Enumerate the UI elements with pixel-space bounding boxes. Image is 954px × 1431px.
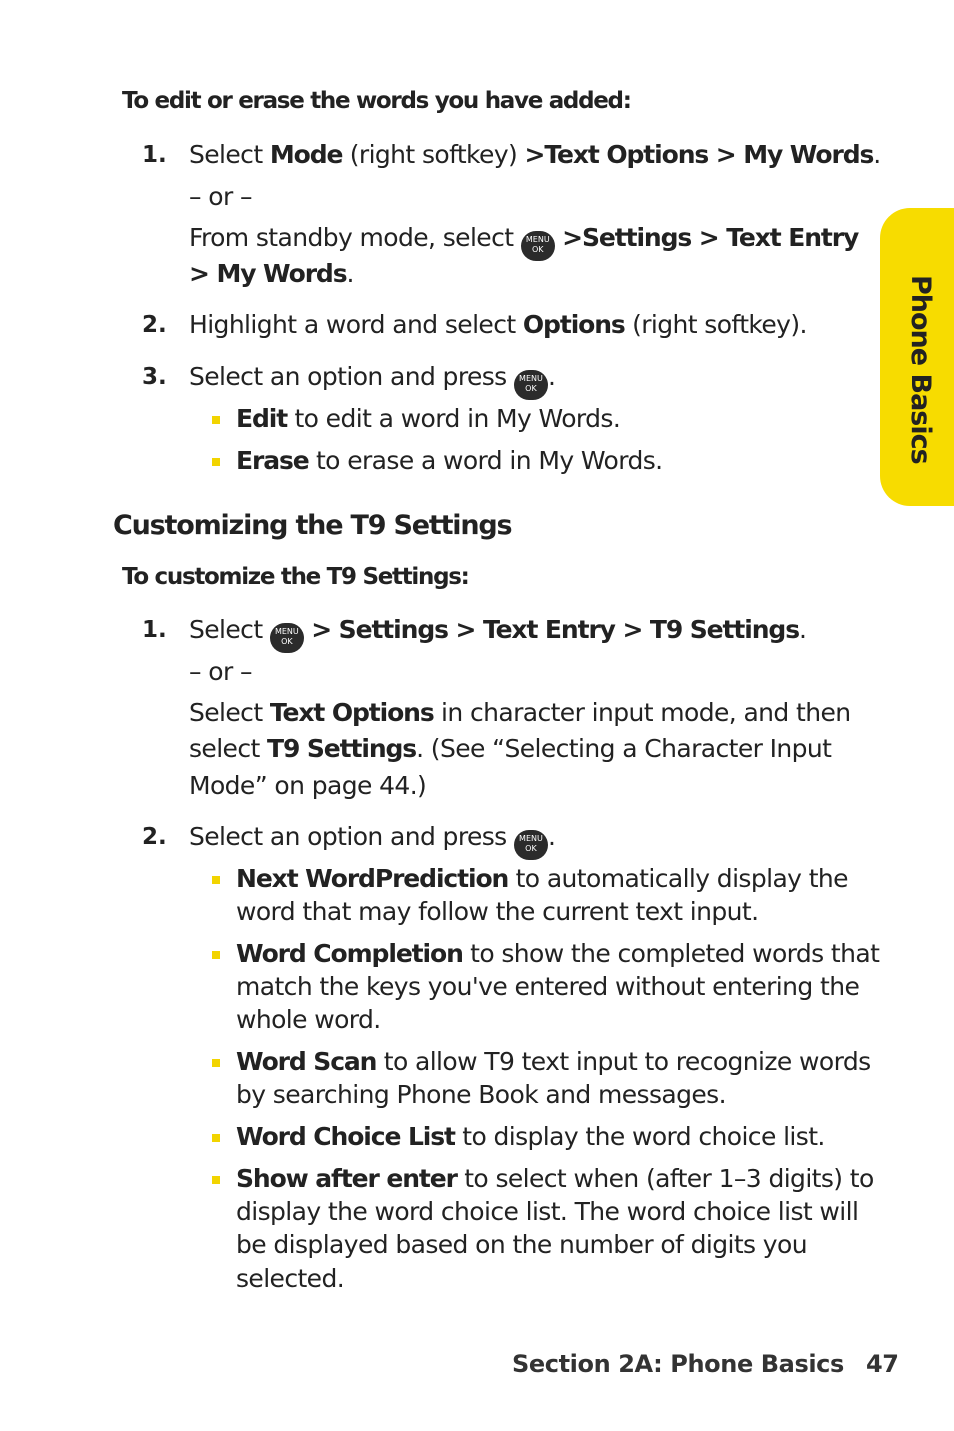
- bullet-icon: [212, 951, 220, 959]
- bullet-icon: [212, 416, 220, 424]
- footer-section-label: Section 2A: Phone Basics: [512, 1350, 844, 1378]
- t9-bullet-show-after-line4: selected.: [236, 1264, 345, 1293]
- edit-step1-alt-line2: > My Words.: [189, 259, 354, 288]
- menu-ok-key-icon: MENU OK: [514, 830, 548, 860]
- step-number: 2.: [142, 312, 167, 338]
- t9-subheading: To customize the T9 Settings:: [122, 564, 469, 590]
- edit-subheading: To edit or erase the words you have added:: [122, 88, 631, 114]
- t9-step1-alt-line1: Select Text Options in character input mode, and then: [189, 698, 851, 727]
- bullet-icon: [212, 458, 220, 466]
- t9-bullet-choice-list: Word Choice List to display the word choice list.: [236, 1122, 825, 1151]
- step-number: 2.: [142, 824, 167, 850]
- t9-bullet-show-after-line2: display the word choice list. The word choice list will: [236, 1197, 859, 1226]
- t9-bullet-completion-line2: match the keys you've entered without entering the: [236, 972, 860, 1001]
- t9-step1-alt-line3: Mode” on page 44.): [189, 771, 427, 800]
- step-number: 1.: [142, 617, 167, 643]
- t9-bullet-next-word: Next WordPrediction to automatically display the: [236, 864, 848, 893]
- step-number: 3.: [142, 364, 167, 390]
- menu-ok-key-icon: MENU OK: [514, 370, 548, 400]
- t9-bullet-word-scan-line2: by searching Phone Book and messages.: [236, 1080, 726, 1109]
- t9-bullet-completion-line3: whole word.: [236, 1005, 381, 1034]
- or-separator: – or –: [189, 657, 252, 686]
- t9-bullet-show-after: Show after enter to select when (after 1–3 digits) to: [236, 1164, 874, 1193]
- edit-step1-line: Select Mode (right softkey) >Text Options > My Words.: [189, 140, 881, 169]
- step-number: 1.: [142, 142, 167, 168]
- t9-heading: Customizing the T9 Settings: [113, 510, 512, 541]
- bullet-icon: [212, 1176, 220, 1184]
- t9-bullet-next-word-line2: word that may follow the current text input.: [236, 897, 759, 926]
- bullet-icon: [212, 1059, 220, 1067]
- page-number: 47: [866, 1350, 899, 1378]
- bullet-icon: [212, 1134, 220, 1142]
- t9-bullet-word-scan: Word Scan to allow T9 text input to recognize words: [236, 1047, 871, 1076]
- t9-step2-line: Select an option and press MENU OK .: [189, 820, 555, 860]
- bullet-icon: [212, 876, 220, 884]
- t9-bullet-completion: Word Completion to show the completed words that: [236, 939, 880, 968]
- edit-bullet-erase: Erase to erase a word in My Words.: [236, 446, 663, 475]
- t9-bullet-show-after-line3: be displayed based on the number of digits you: [236, 1230, 807, 1259]
- or-separator: – or –: [189, 182, 252, 211]
- menu-ok-key-icon: MENU OK: [521, 231, 555, 261]
- edit-step1-alt-line: From standby mode, select MENU OK >Settings > Text Entry: [189, 221, 858, 261]
- edit-step3-line: Select an option and press MENU OK .: [189, 360, 555, 400]
- menu-ok-key-icon: MENU OK: [270, 623, 304, 653]
- t9-step1-line: Select MENU OK > Settings > Text Entry > T9 Settings.: [189, 613, 806, 653]
- edit-step2-line: Highlight a word and select Options (right softkey).: [189, 310, 807, 339]
- side-tab-label: Phone Basics: [905, 275, 936, 464]
- edit-bullet-edit: Edit to edit a word in My Words.: [236, 404, 621, 433]
- t9-step1-alt-line2: select T9 Settings. (See “Selecting a Character Input: [189, 734, 832, 763]
